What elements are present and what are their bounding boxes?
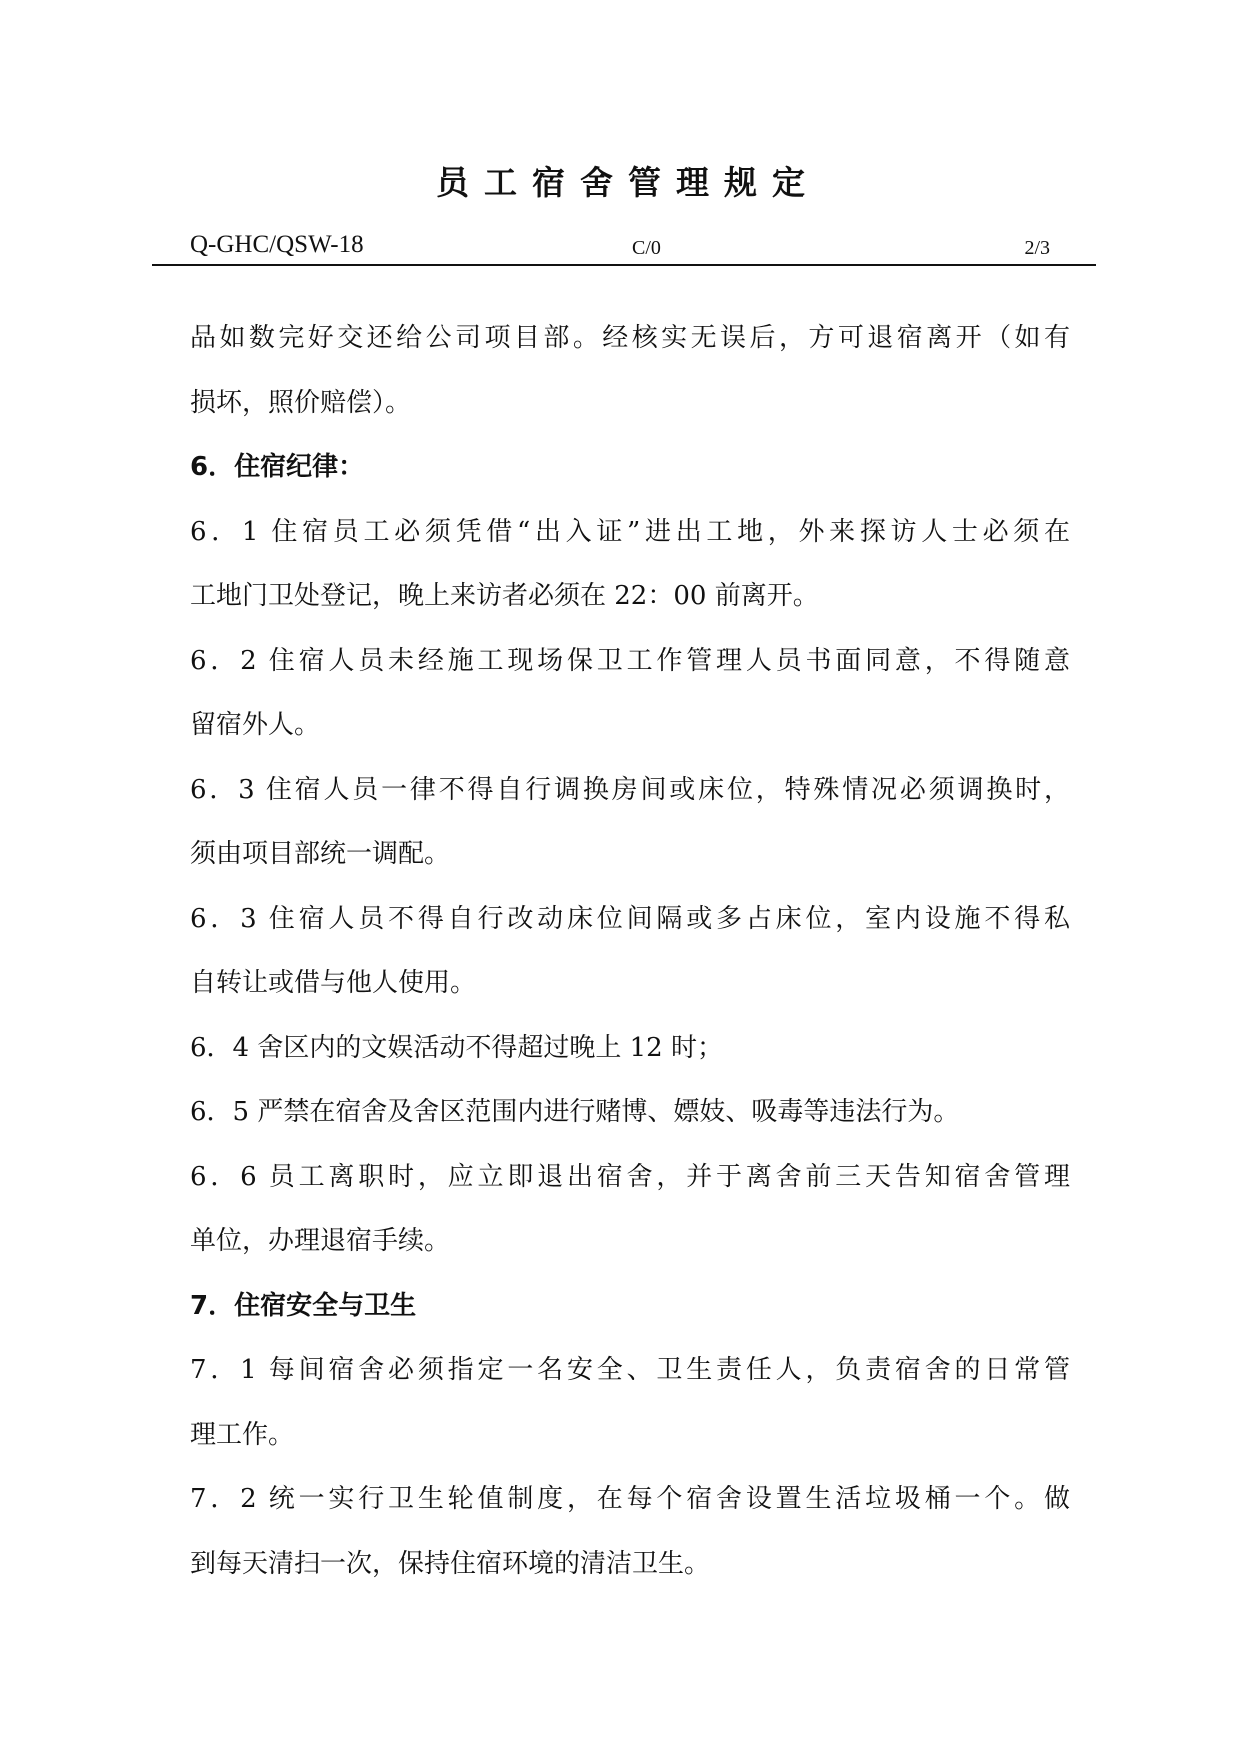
text-line: 6．2 住宿人员未经施工现场保卫工作管理人员书面同意，不得随意 (190, 645, 1070, 676)
document-header (190, 228, 1050, 262)
text-line: 单位，办理退宿手续。 (190, 1226, 451, 1256)
text-line: 理工作。 (190, 1419, 295, 1450)
document-revision: C/0 (632, 237, 661, 259)
document-code: Q-GHC/QSW-18 (190, 231, 364, 258)
header-rule (152, 264, 1096, 266)
text-line: 留宿外人。 (190, 710, 321, 740)
section-heading: 7．住宿安全与卫生 (190, 1290, 417, 1321)
document-body (190, 316, 1070, 1606)
text-line: 须由项目部统一调配。 (190, 839, 451, 869)
text-line: 6．3 住宿人员不得自行改动床位间隔或多占床位，室内设施不得私 (190, 903, 1070, 934)
text-line: 6．4 舍区内的文娱活动不得超过晚上 12 时； (190, 1032, 723, 1063)
text-line: 损坏，照价赔偿）。 (190, 387, 412, 418)
text-line: 到每天清扫一次，保持住宿环境的清洁卫生。 (190, 1548, 711, 1579)
text-line: 品如数完好交还给公司项目部。经核实无误后，方可退宿离开（如有 (190, 323, 1070, 353)
document-title: 员工宿舍管理规定 (436, 163, 820, 202)
text-line: 自转让或借与他人使用。 (190, 968, 477, 998)
text-line: 工地门卫处登记，晚上来访者必须在 22：00 前离开。 (190, 581, 819, 611)
page-number: 2/3 (1024, 237, 1050, 259)
text-line: 7．1 每间宿舍必须指定一名安全、卫生责任人，负责宿舍的日常管 (190, 1355, 1070, 1385)
text-line: 6．1 住宿员工必须凭借“出入证”进出工地，外来探访人士必须在 (190, 516, 1070, 547)
text-line: 6．6 员工离职时，应立即退出宿舍，并于离舍前三天告知宿舍管理 (190, 1161, 1070, 1192)
text-line: 6．5 严禁在宿舍及舍区范围内进行赌博、嫖妓、吸毒等违法行为。 (190, 1097, 960, 1127)
section-heading: 6．住宿纪律： (190, 452, 365, 482)
text-line: 6．3 住宿人员一律不得自行调换房间或床位，特殊情况必须调换时， (190, 774, 1070, 805)
text-line: 7．2 统一实行卫生轮值制度，在每个宿舍设置生活垃圾桶一个。做 (190, 1484, 1070, 1514)
